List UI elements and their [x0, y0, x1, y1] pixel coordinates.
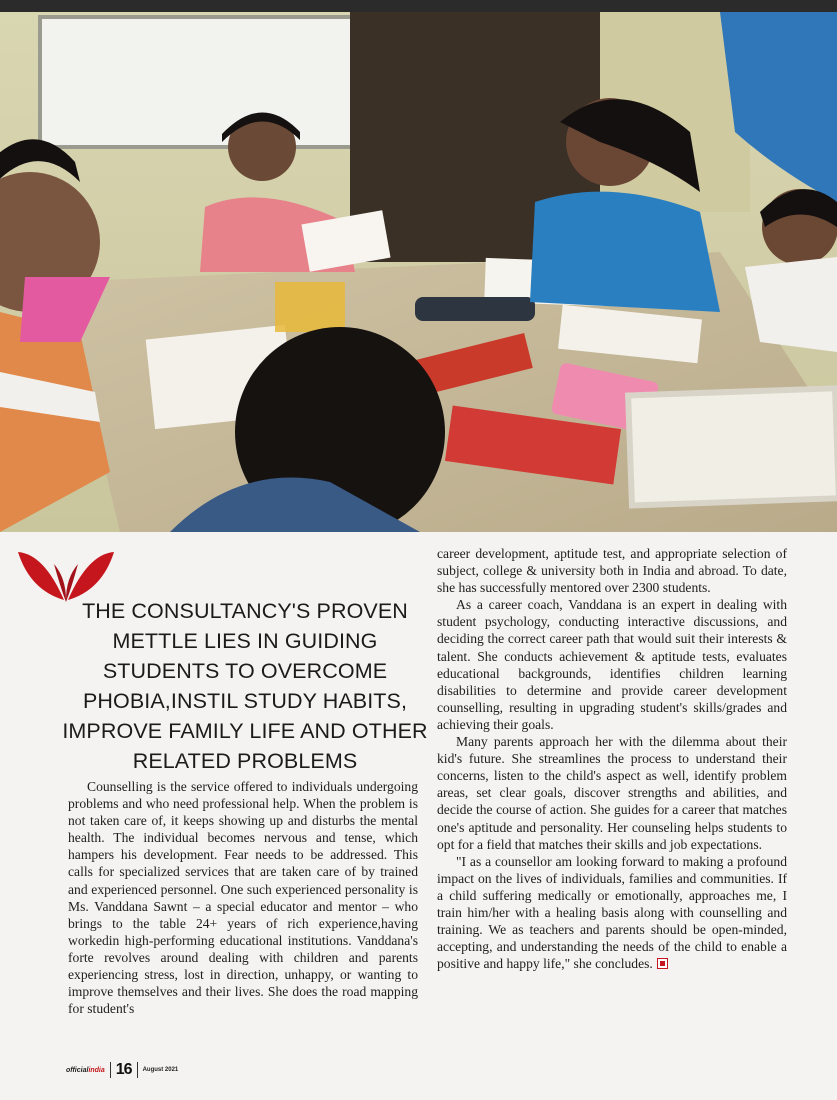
top-edge-bar — [0, 0, 837, 12]
page-footer — [66, 1060, 178, 1080]
footer-brand-b: india — [88, 1066, 105, 1074]
red-leaf-logo — [14, 546, 118, 602]
paragraph-quote — [437, 853, 787, 973]
slate-board — [628, 388, 837, 505]
footer-divider — [110, 1062, 111, 1078]
paragraph: Counselling is the service offered to individuals undergoing problems and who need professional help. When the problem is not taken care of, it keeps showing up and disturbs the mental health. The individual becomes nervous and tense, which hampers his development. Fear needs to be addressed. This calls for specialized services that are taken care of by trained and experienced personnel. One such experienced personality is Ms. Vanddana Sawnt – a special educator and mentor – who brings to the table 24+ years of rich experience,having workedin high-performing educational institutions. Vanddana's forte revolves around dealing with children and parents experiencing stress, lost in direction, unhappy, or wanting to improve themselves and their lives. She does the road mapping for student's — [68, 779, 418, 1017]
footer-brand — [66, 1067, 105, 1074]
classroom-photo — [0, 12, 837, 532]
column-right — [437, 545, 787, 972]
pencil-pouch — [415, 297, 535, 321]
issue-date: August 2021 — [142, 1067, 179, 1073]
quote-text: "I as a counsellor am looking forward to making a profound impact on the lives of individuals, families and communities. If a child suffering medically or emotionally, approaches me, I train him/her with a healing basis along with counselling and training. We as teachers and parents should be open-minded, accepting, and understanding the needs of the child to enable a positive and happy life," she concludes. — [437, 853, 787, 972]
paragraph: As a career coach, Vanddana is an expert in dealing with student psychology, conducting interactive discussions, and deciding the correct career path that would suit their interests & talent. She conducts achievement & aptitude tests, evaluates educational backgrounds, identifies children learning disabilities to determine and provide career development counselling, resulting in upgrading student's skills/grades and achieving their goals. — [437, 597, 787, 732]
footer-divider — [137, 1062, 138, 1078]
girl-dress — [530, 192, 720, 312]
paragraph: Many parents approach her with the dilemma about their kid's future. She streamlines the process to understand their concerns, listen to the child's aspect as well, identify problem areas, set clear goals, discover strengths and abilities, and decide the course of action. She guides for a career that matches one's aptitude and personality. Her counseling helps students to opt for a field that matches their skills and job expectations. — [437, 734, 787, 852]
footer-brand-a: official — [66, 1066, 89, 1074]
headline: THE CONSULTANCY'S PROVEN METTLE LIES IN GUIDING STUDENTS TO OVERCOME PHOBIA,INSTIL STUDY HABITS, IMPROVE FAMILY LIFE AND OTHER RELATED PROBLEMS — [62, 599, 428, 773]
whiteboard — [40, 17, 352, 147]
end-mark-icon — [657, 958, 668, 969]
lunch-box — [275, 282, 345, 332]
paragraph: career development, aptitude test, and appropriate selection of subject, college & university both in India and abroad. To date, she has successfully mentored over 2300 students. — [437, 546, 787, 596]
page-number: 16 — [115, 1061, 132, 1078]
column-left — [68, 778, 418, 1017]
